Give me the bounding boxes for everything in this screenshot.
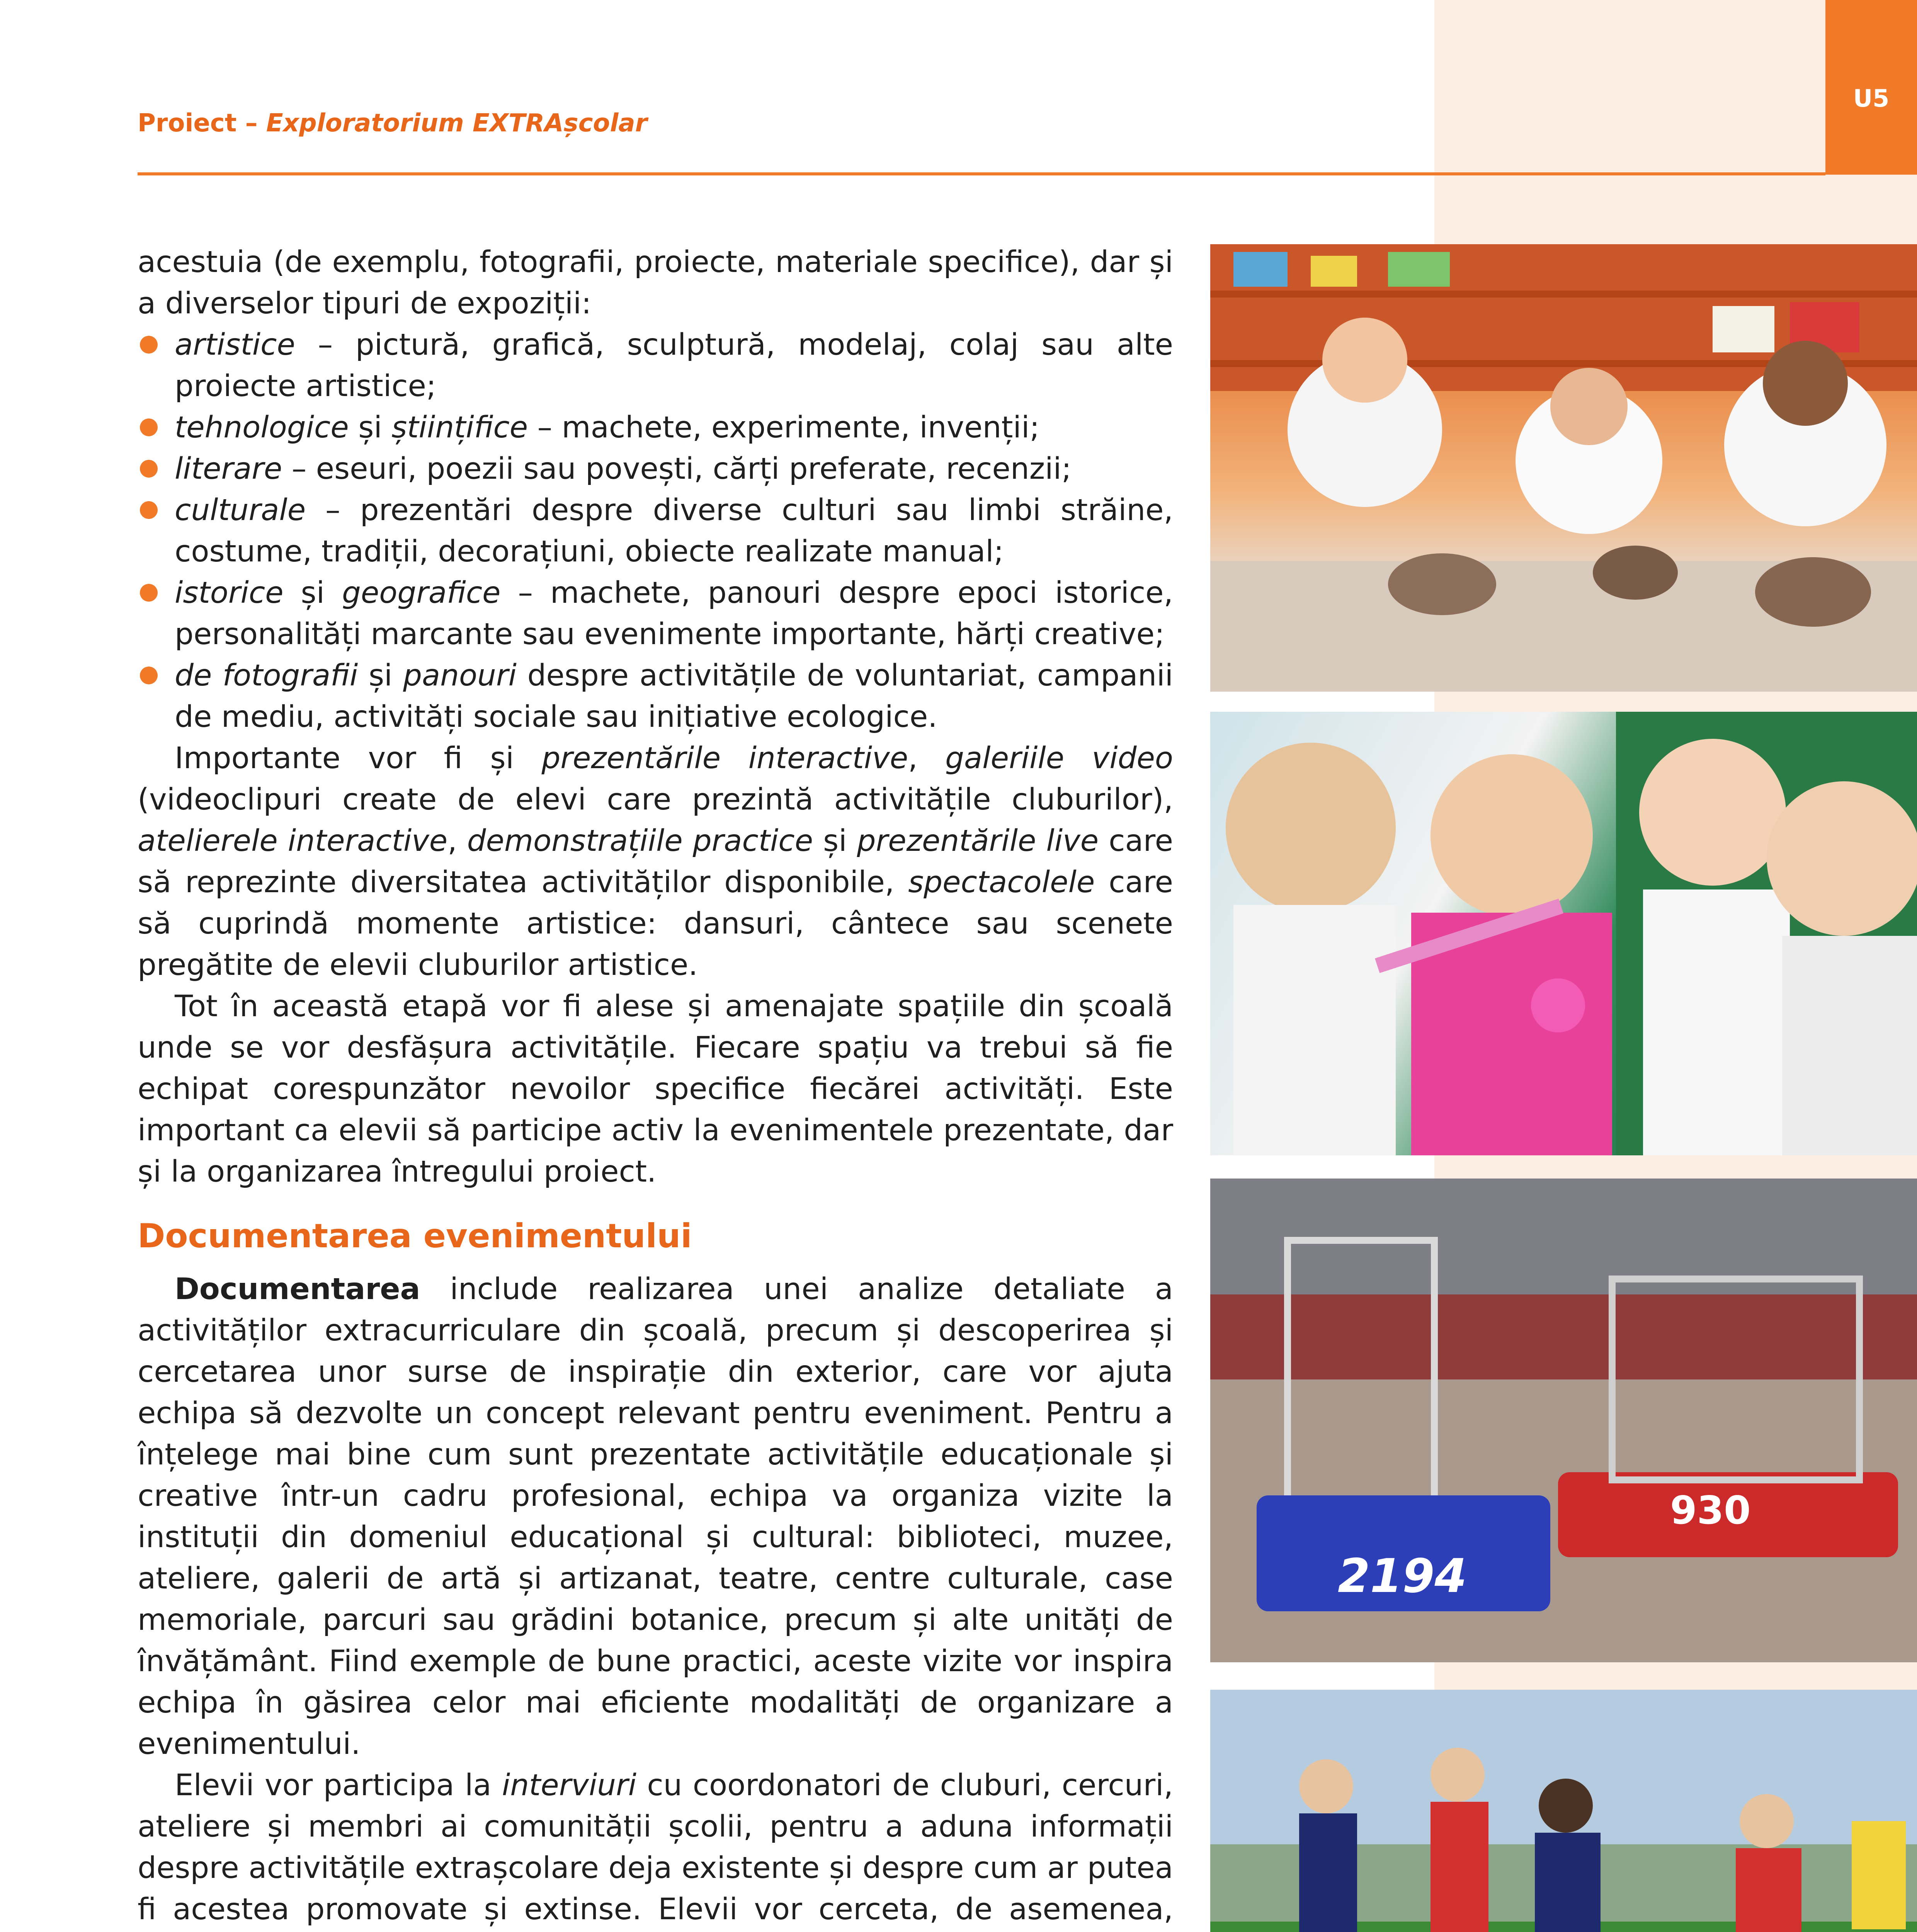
paragraph: Importante vor fi și prezentările interactive, galeriile video (videoclipuri create de elevi care prezintă activitățile cluburilor), atelierele interactive, demonstrațiile practice și prezentările live care să reprezinte diversitatea activităților disponibile, spectacolele care să cuprindă momente artistice: dansuri, cântece sau scenete pregătite de elevii cluburilor artistice. <box>138 741 1173 982</box>
bullet-icon <box>140 501 158 519</box>
paragraph: Elevii vor participa la interviuri cu coordonatori de cluburi, cercuri, ateliere și membri ai comunității școlii, pentru a aduna informații despre activitățile extrașcolare deja existente și despre cum ar putea fi acestea promovate și extinse. Elevii vor cerceta, de asemenea, <box>138 1768 1173 1927</box>
clay-modeling-illustration <box>1210 244 1917 692</box>
list-item: de fotografii și panouri despre activitățile de voluntariat, campanii de mediu, activități sociale sau inițiative ecologice. <box>138 655 1173 738</box>
list-item: tehnologice și științifice – machete, experimente, invenții; <box>138 407 1173 448</box>
unit-tab: U5 <box>1825 0 1917 175</box>
paragraph: Tot în această etapă vor fi alese și amenajate spațiile din școală unde se vor desfășura activitățile. Fiecare spațiu va trebui să fie echipat corespunzător nevoilor specifice fiecărei activități. Este important ca elevii să participe activ la evenimentele prezentate, dar și la organizarea întregului proiect. <box>138 989 1173 1189</box>
chemistry-lab-illustration <box>1210 712 1917 1155</box>
robotics-illustration <box>1210 1179 1917 1662</box>
running-header <box>138 109 647 138</box>
paragraph: Documentarea include realizarea unei analize detaliate a activităților extracurriculare din școală, precum și descoperirea și cercetarea unor surse de inspirație din exterior, care vor ajuta echipa să dezvolte un concept relevant pentru eveniment. Pentru a înțelege mai bine cum sunt prezentate activitățile educaționale și creative într-un cadru profesional, echipa va organiza vizite la instituții din domeniul educațional și cultural: biblioteci, muzee, ateliere, galerii de artă și artizanat, teatre, centre culturale, case memoriale, parcuri sau grădini botanice, precum și alte unități de învățământ. Fiind exemple de bune practici, aceste vizite vor inspira echipa în găsirea celor mai eficiente modalități de organizare a evenimentului. <box>138 1272 1173 1761</box>
photo-soccer-match <box>1210 1690 1917 1932</box>
list-item: literare – eseuri, poezii sau povești, cărți preferate, recenzii; <box>138 448 1173 490</box>
intro-paragraph: acestuia (de exemplu, fotografii, proiecte, materiale specifice), dar și a diverselor tipuri de expoziții: <box>138 245 1173 321</box>
robot-number-2194: 2194 <box>1338 1549 1467 1603</box>
bullet-icon <box>140 667 158 684</box>
photo-robotics-competition <box>1210 1179 1917 1662</box>
robot-number-930: 930 <box>1670 1488 1751 1533</box>
photo-chemistry-lab <box>1210 712 1917 1155</box>
list-item: culturale – prezentări despre diverse culturi sau limbi străine, costume, tradiții, decorațiuni, obiecte realizate manual; <box>138 490 1173 572</box>
bullet-icon <box>140 418 158 436</box>
photo-clay-modeling <box>1210 244 1917 692</box>
list-item: istorice și geografice – machete, panouri despre epoci istorice, personalități marcante sau evenimente importante, hărți creative; <box>138 572 1173 655</box>
bullet-icon <box>140 460 158 478</box>
header-project-name: Exploratorium EXTRAșcolar <box>266 109 648 138</box>
main-column <box>138 242 1173 1932</box>
bullet-icon <box>140 336 158 354</box>
header-project-label: Proiect – <box>138 109 266 138</box>
exhibition-types-list <box>138 324 1173 738</box>
list-item: artistice – pictură, grafică, sculptură, modelaj, colaj sau alte proiecte artistice; <box>138 324 1173 407</box>
header-rule <box>138 172 1825 175</box>
soccer-illustration <box>1210 1690 1917 1932</box>
bullet-icon <box>140 584 158 602</box>
section-heading: Documentarea evenimentului <box>138 1217 692 1255</box>
